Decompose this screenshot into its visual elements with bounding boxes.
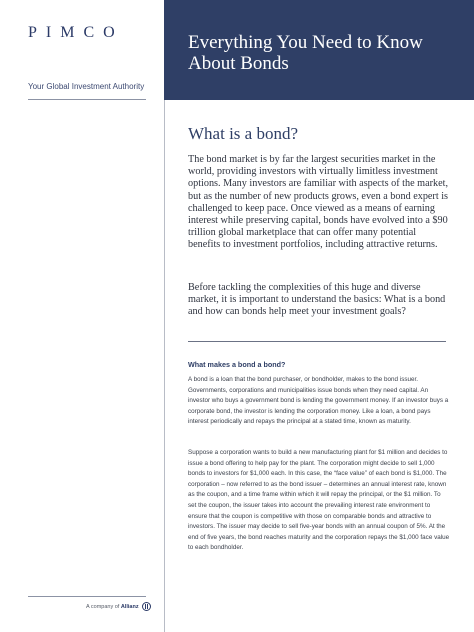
company-name: Allianz	[120, 603, 139, 610]
subsection-heading: What makes a bond a bond?	[188, 360, 286, 369]
tagline: Your Global Investment Authority	[28, 82, 145, 91]
document-title: Everything You Need to Know About Bonds	[188, 32, 423, 74]
tagline-divider	[28, 99, 146, 100]
column-divider	[164, 100, 165, 632]
company-prefix: A company of	[86, 603, 120, 610]
company-attribution	[86, 602, 151, 611]
footer-divider	[28, 596, 146, 597]
body-paragraph: A bond is a loan that the bond purchaser, or bondholder, makes to the bond issuer. Governments, corporations and municipalities issue bonds when they need capital. An investor who buys a government bond is lending the government money. If an investor buys a corporate bond, the investor is lending the corporation money. Like a loan, a bond pays interest periodically and repays the principal at a stated time, known as maturity.	[188, 376, 449, 426]
section-heading: What is a bond?	[188, 124, 298, 143]
section-divider	[188, 341, 446, 342]
sidebar	[0, 0, 164, 632]
intro-paragraph: The bond market is by far the largest securities market in the world, providing investors with virtually limitless investment options. Many investors are familiar with aspects of the market, but as the number of new products grows, even a bond expert is challenged to keep pace. Once viewed as a means of earning interest while preserving capital, bonds have evolved into a $90 trillion global marketplace that can offer many potential benefits to investment portfolios, including attractive returns.	[188, 154, 449, 251]
body-paragraph: Suppose a corporation wants to build a new manufacturing plant for $1 million and decides to issue a bond offering to help pay for the plant. The corporation might decide to sell 1,000 bonds to investors for $1,000 each. In this case, the “face value” of each bond is $1,000. The corporation – now referred to as the bond issuer – determines an annual interest rate, known as the coupon, and a time frame within which it will repay the principal, or the $1 million. To set the coupon, the issuer takes into account the prevailing interest rate environment to ensure that the coupon is competitive with those on comparable bonds and attractive to investors. The issuer may decide to sell five-year bonds with an annual coupon of 5%. At the end of five years, the bond reaches maturity and the corporation repays the $1,000 face value to each bondholder.	[188, 449, 450, 552]
pimco-logo: PIMCO	[28, 24, 124, 41]
title-banner	[164, 0, 474, 100]
allianz-logo-icon	[142, 602, 151, 611]
intro-paragraph: Before tackling the complexities of this huge and diverse market, it is important to understand the basics: What is a bond and how can bonds help meet your investment goals?	[188, 282, 446, 318]
